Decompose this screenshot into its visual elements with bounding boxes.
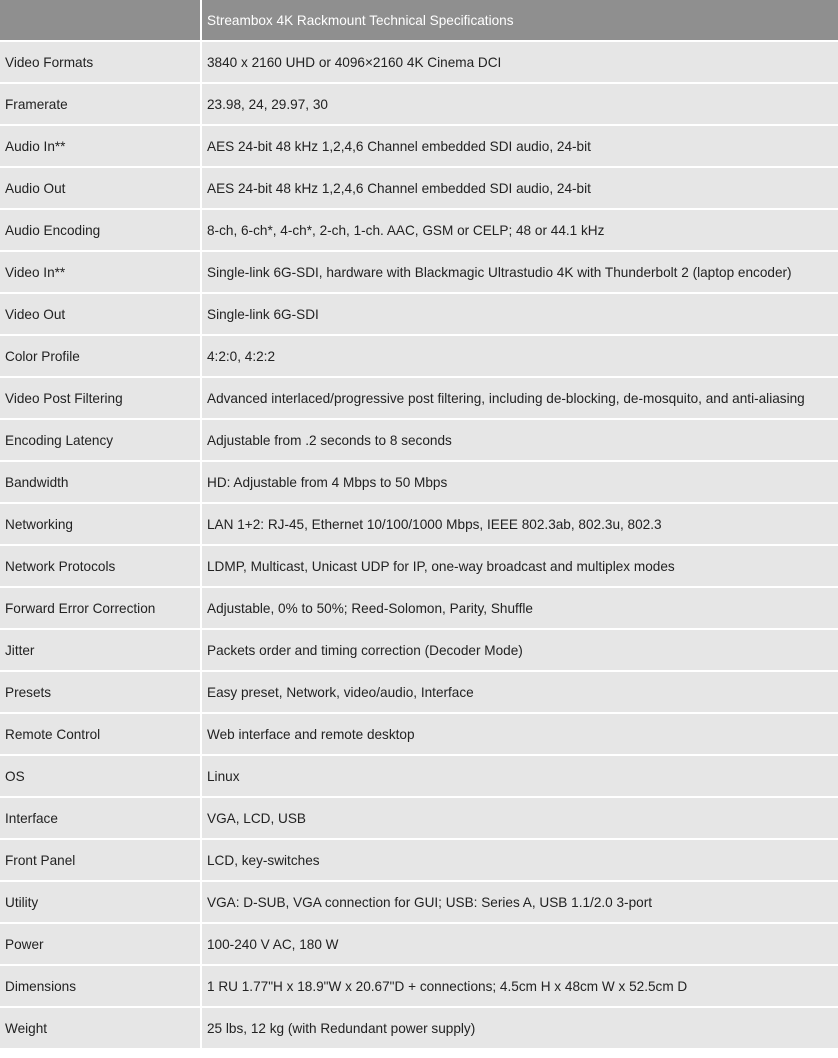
table-row	[0, 504, 838, 544]
table-row	[0, 924, 838, 964]
spec-value: Easy preset, Network, video/audio, Interface	[202, 672, 838, 712]
spec-value: Adjustable, 0% to 50%; Reed-Solomon, Parity, Shuffle	[202, 588, 838, 628]
table-row	[0, 84, 838, 124]
spec-value: LAN 1+2: RJ-45, Ethernet 10/100/1000 Mbps, IEEE 802.3ab, 802.3u, 802.3	[202, 504, 838, 544]
spec-value: LCD, key-switches	[202, 840, 838, 880]
spec-label: Interface	[0, 798, 200, 838]
spec-label: Forward Error Correction	[0, 588, 200, 628]
spec-value: 100-240 V AC, 180 W	[202, 924, 838, 964]
spec-value: Single-link 6G-SDI, hardware with Blackmagic Ultrastudio 4K with Thunderbolt 2 (laptop encoder)	[202, 252, 838, 292]
spec-label: Encoding Latency	[0, 420, 200, 460]
spec-label: Bandwidth	[0, 462, 200, 502]
spec-value: Single-link 6G-SDI	[202, 294, 838, 334]
spec-value: Advanced interlaced/progressive post filtering, including de-blocking, de-mosquito, and anti-aliasing	[202, 378, 838, 418]
table-row	[0, 378, 838, 418]
table-row	[0, 420, 838, 460]
table-row	[0, 882, 838, 922]
spec-label: Network Protocols	[0, 546, 200, 586]
spec-label: Video Post Filtering	[0, 378, 200, 418]
table-row	[0, 336, 838, 376]
spec-value: Linux	[202, 756, 838, 796]
spec-label: Framerate	[0, 84, 200, 124]
table-row	[0, 756, 838, 796]
table-row	[0, 42, 838, 82]
spec-value: 4:2:0, 4:2:2	[202, 336, 838, 376]
spec-value: Adjustable from .2 seconds to 8 seconds	[202, 420, 838, 460]
spec-value: 8-ch, 6-ch*, 4-ch*, 2-ch, 1-ch. AAC, GSM or CELP; 48 or 44.1 kHz	[202, 210, 838, 250]
spec-label: Front Panel	[0, 840, 200, 880]
table-row	[0, 966, 838, 1006]
spec-table-body	[0, 42, 838, 1048]
spec-value: AES 24-bit 48 kHz 1,2,4,6 Channel embedded SDI audio, 24-bit	[202, 168, 838, 208]
spec-value: LDMP, Multicast, Unicast UDP for IP, one-way broadcast and multiplex modes	[202, 546, 838, 586]
spec-label: Audio Out	[0, 168, 200, 208]
table-row	[0, 168, 838, 208]
spec-value: AES 24-bit 48 kHz 1,2,4,6 Channel embedded SDI audio, 24-bit	[202, 126, 838, 166]
table-row	[0, 1008, 838, 1048]
spec-label: Networking	[0, 504, 200, 544]
header-row	[0, 0, 838, 40]
spec-label: Video In**	[0, 252, 200, 292]
table-row	[0, 798, 838, 838]
table-row	[0, 588, 838, 628]
table-row	[0, 714, 838, 754]
spec-label: Jitter	[0, 630, 200, 670]
table-row	[0, 630, 838, 670]
spec-label: Video Out	[0, 294, 200, 334]
spec-value: Web interface and remote desktop	[202, 714, 838, 754]
spec-value: 3840 x 2160 UHD or 4096×2160 4K Cinema DCI	[202, 42, 838, 82]
table-row	[0, 252, 838, 292]
spec-value: HD: Adjustable from 4 Mbps to 50 Mbps	[202, 462, 838, 502]
spec-label: Color Profile	[0, 336, 200, 376]
table-row	[0, 546, 838, 586]
table-row	[0, 672, 838, 712]
spec-label: Presets	[0, 672, 200, 712]
table-row	[0, 126, 838, 166]
table-title: Streambox 4K Rackmount Technical Specifications	[202, 0, 838, 40]
spec-label: Video Formats	[0, 42, 200, 82]
spec-label: Audio Encoding	[0, 210, 200, 250]
spec-value: Packets order and timing correction (Decoder Mode)	[202, 630, 838, 670]
table-row	[0, 840, 838, 880]
spec-value: 23.98, 24, 29.97, 30	[202, 84, 838, 124]
table-row	[0, 462, 838, 502]
spec-label: Weight	[0, 1008, 200, 1048]
spec-label: Remote Control	[0, 714, 200, 754]
spec-value: VGA, LCD, USB	[202, 798, 838, 838]
spec-value: 25 lbs, 12 kg (with Redundant power supply)	[202, 1008, 838, 1048]
table-row	[0, 294, 838, 334]
spec-label: OS	[0, 756, 200, 796]
spec-value: 1 RU 1.77"H x 18.9"W x 20.67"D + connections; 4.5cm H x 48cm W x 52.5cm D	[202, 966, 838, 1006]
table-row	[0, 210, 838, 250]
spec-value: VGA: D-SUB, VGA connection for GUI; USB: Series A, USB 1.1/2.0 3-port	[202, 882, 838, 922]
spec-label: Utility	[0, 882, 200, 922]
header-label-cell	[0, 0, 200, 40]
spec-table-header	[0, 0, 838, 40]
spec-label: Audio In**	[0, 126, 200, 166]
spec-label: Power	[0, 924, 200, 964]
spec-label: Dimensions	[0, 966, 200, 1006]
